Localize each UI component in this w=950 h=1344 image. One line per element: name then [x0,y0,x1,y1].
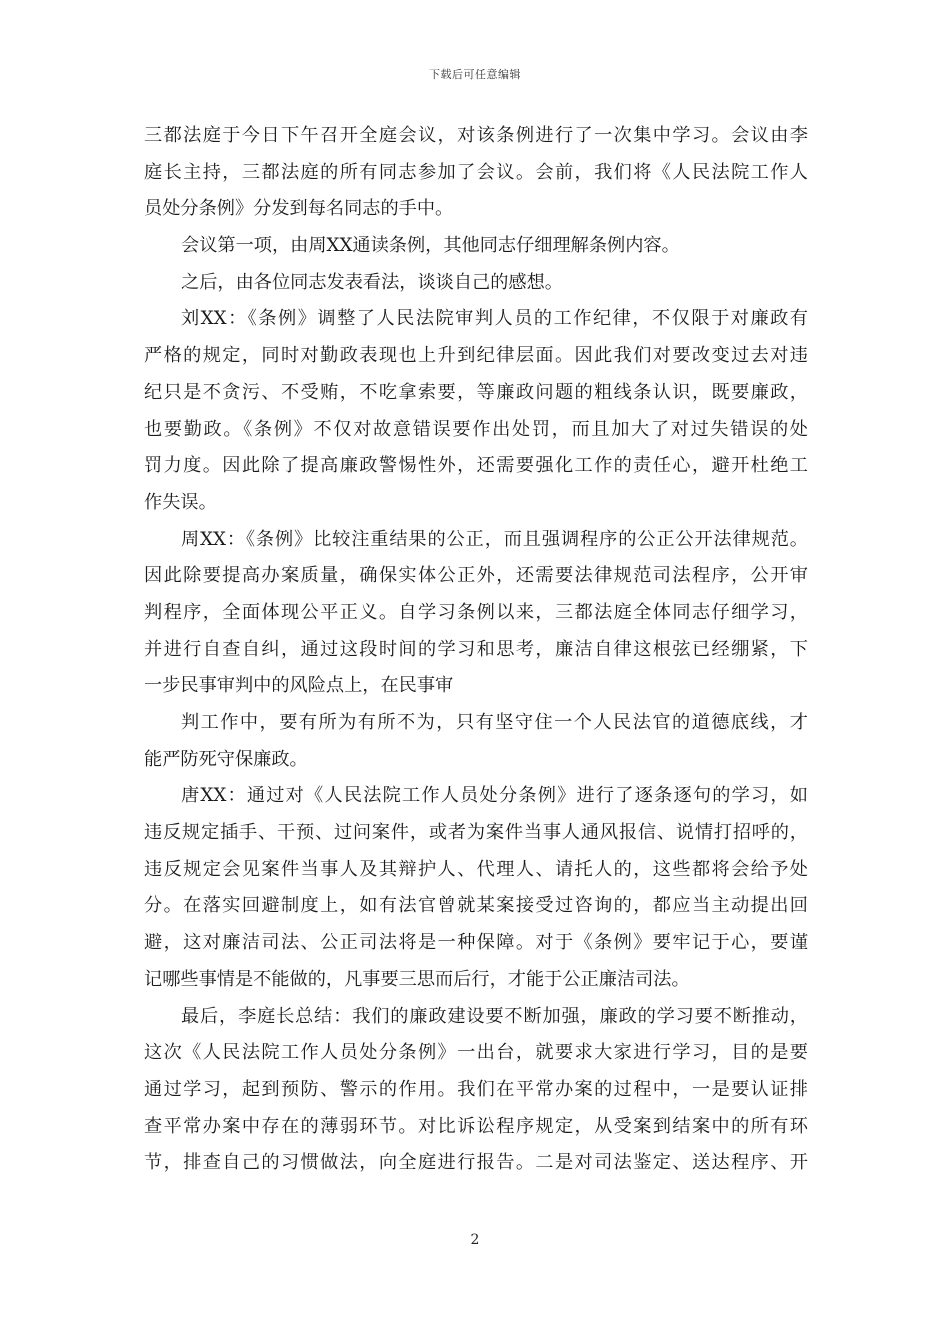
document-body [144,118,808,1182]
text-line: 员处分条例》分发到每名同志的手中。 [144,198,454,220]
text-line: 周XX：《条例》比较注重结果的公正，而且强调程序的公正公开法律规范。 [181,528,808,550]
text-line: 也要勤政。《条例》不仅对故意错误要作出处罚，而且加大了对过失错误的处 [144,418,808,440]
text-line: 之后，由各位同志发表看法，谈谈自己的感想。 [181,271,563,293]
text-line: 这次《人民法院工作人员处分条例》一出台，就要求大家进行学习，目的是要 [144,1042,808,1064]
text-line: 并进行自查自纠，通过这段时间的学习和思考，廉洁自律这根弦已经绷紧，下 [144,638,808,660]
text-line: 避，这对廉洁司法、公正司法将是一种保障。对于《条例》要牢记于心，要谨 [144,932,808,954]
text-line: 判程序，全面体现公平正义。自学习条例以来，三都法庭全体同志仔细学习， [144,601,808,623]
text-line: 三都法庭于今日下午召开全庭会议，对该条例进行了一次集中学习。会议由李 [144,125,808,146]
text-line: 因此除要提高办案质量，确保实体公正外，还需要法律规范司法程序，公开审 [144,565,808,587]
text-line: 能严防死守保廉政。 [144,748,308,770]
text-line: 罚力度。因此除了提高廉政警惕性外，还需要强化工作的责任心，避开杜绝工 [144,455,808,477]
text-line: 会议第一项，由周XX通读条例，其他同志仔细理解条例内容。 [181,235,680,257]
page-header: 下载后可任意编辑 [429,68,521,81]
text-line: 作失误。 [144,491,217,513]
text-line: 最后，李庭长总结：我们的廉政建设要不断加强，廉政的学习要不断推动， [181,1005,808,1027]
text-line: 唐XX：通过对《人民法院工作人员处分条例》进行了逐条逐句的学习，如 [181,785,808,807]
text-line: 记哪些事情是不能做的，凡事要三思而后行，才能于公正廉洁司法。 [144,968,690,990]
text-line: 一步民事审判中的风险点上，在民事审 [144,675,454,697]
text-line: 通过学习，起到预防、警示的作用。我们在平常办案的过程中，一是要认证排 [144,1078,808,1100]
text-line: 查平常办案中存在的薄弱环节。对比诉讼程序规定，从受案到结案中的所有环 [144,1115,808,1137]
text-line: 违反规定会见案件当事人及其辩护人、代理人、请托人的，这些都将会给予处 [144,858,808,880]
text-line: 严格的规定，同时对勤政表现也上升到纪律层面。因此我们对要改变过去对违 [144,345,808,367]
text-line: 庭长主持，三都法庭的所有同志参加了会议。会前，我们将《人民法院工作人 [144,161,808,183]
text-line: 纪只是不贪污、不受贿，不吃拿索要，等廉政问题的粗线条认识，既要廉政， [144,381,808,403]
text-line: 违反规定插手、干预、过问案件，或者为案件当事人通风报信、说情打招呼的， [144,822,808,844]
text-line: 节，排查自己的习惯做法，向全庭进行报告。二是对司法鉴定、送达程序、开 [144,1152,808,1174]
text-line: 判工作中，要有所为有所不为，只有坚守住一个人民法官的道德底线，才 [181,712,808,733]
page-number: 2 [470,1232,480,1248]
text-line: 刘XX：《条例》调整了人民法院审判人员的工作纪律，不仅限于对廉政有 [181,308,808,330]
text-line: 分。在落实回避制度上，如有法官曾就某案接受过咨询的，都应当主动提出回 [144,895,808,917]
